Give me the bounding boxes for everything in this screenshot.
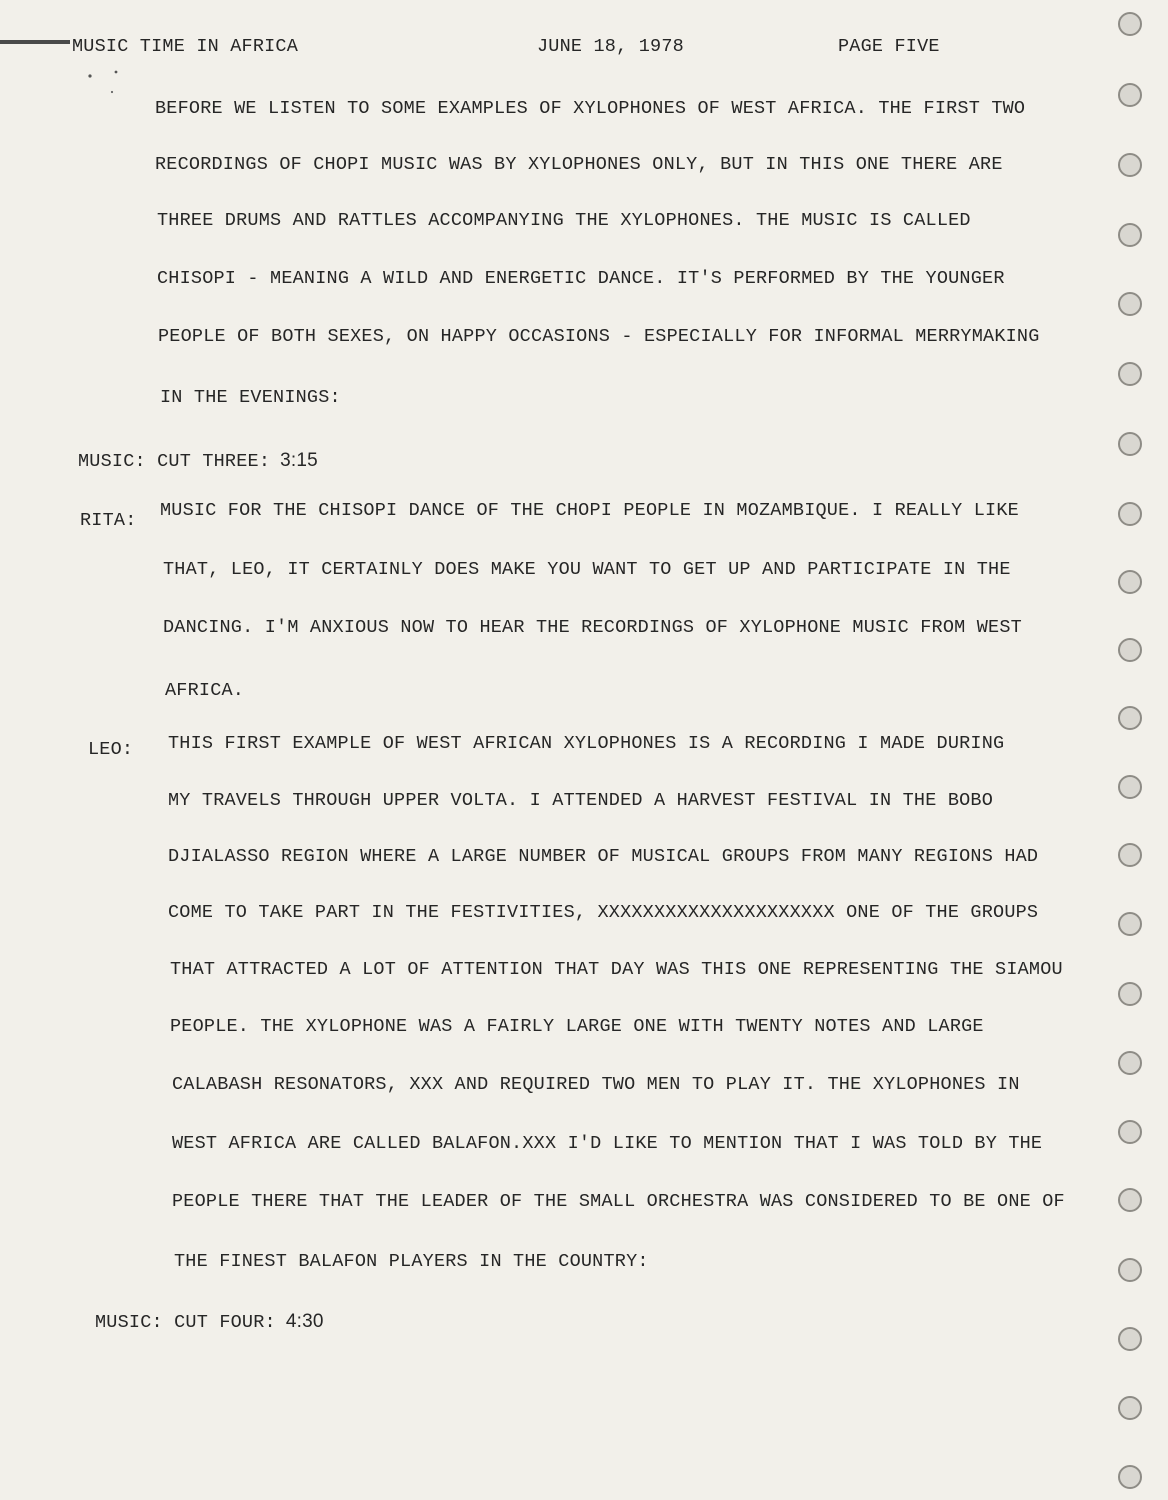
script-line: DJIALASSO REGION WHERE A LARGE NUMBER OF MUSICAL GROUPS FROM MANY REGIONS HAD	[168, 846, 1039, 867]
music-cue-four	[95, 1311, 324, 1333]
punch-hole	[1118, 502, 1142, 526]
music-cue-time: 3:15	[280, 450, 318, 471]
script-line: MY TRAVELS THROUGH UPPER VOLTA. I ATTENDED A HARVEST FESTIVAL IN THE BOBO	[168, 790, 994, 811]
script-line: MUSIC FOR THE CHISOPI DANCE OF THE CHOPI PEOPLE IN MOZAMBIQUE. I REALLY LIKE	[160, 500, 1019, 521]
script-line: THREE DRUMS AND RATTLES ACCOMPANYING THE XYLOPHONES. THE MUSIC IS CALLED	[157, 210, 971, 231]
punch-hole	[1118, 638, 1142, 662]
script-line: IN THE EVENINGS:	[160, 387, 341, 408]
punch-hole	[1118, 292, 1142, 316]
script-line: WEST AFRICA ARE CALLED BALAFON.XXX I'D LIKE TO MENTION THAT I WAS TOLD BY THE	[172, 1133, 1043, 1154]
music-cue-time: 4:30	[285, 1311, 324, 1332]
punch-hole	[1118, 1465, 1142, 1489]
script-line: THE FINEST BALAFON PLAYERS IN THE COUNTRY:	[174, 1251, 649, 1272]
binding-holes	[1098, 0, 1168, 1500]
punch-hole	[1118, 432, 1142, 456]
program-title: MUSIC TIME IN AFRICA	[72, 36, 299, 57]
punch-hole	[1118, 982, 1142, 1006]
punch-hole	[1118, 1396, 1142, 1420]
speaker-rita: RITA:	[80, 510, 137, 531]
music-cue-three	[78, 450, 318, 472]
script-line: PEOPLE OF BOTH SEXES, ON HAPPY OCCASIONS - ESPECIALLY FOR INFORMAL MERRYMAKING	[158, 326, 1040, 347]
music-cue-label: MUSIC: CUT FOUR:	[95, 1312, 276, 1333]
punch-hole	[1118, 362, 1142, 386]
punch-hole	[1118, 1051, 1142, 1075]
punch-hole	[1118, 570, 1142, 594]
script-line: PEOPLE THERE THAT THE LEADER OF THE SMALL ORCHESTRA WAS CONSIDERED TO BE ONE OF	[172, 1191, 1065, 1212]
script-line: THAT, LEO, IT CERTAINLY DOES MAKE YOU WANT TO GET UP AND PARTICIPATE IN THE	[163, 559, 1011, 580]
punch-hole	[1118, 223, 1142, 247]
speaker-leo: LEO:	[88, 739, 134, 760]
punch-hole	[1118, 912, 1142, 936]
script-line: BEFORE WE LISTEN TO SOME EXAMPLES OF XYLOPHONES OF WEST AFRICA. THE FIRST TWO	[155, 98, 1026, 119]
script-line: CALABASH RESONATORS, XXX AND REQUIRED TWO MEN TO PLAY IT. THE XYLOPHONES IN	[172, 1074, 1020, 1095]
script-line: PEOPLE. THE XYLOPHONE WAS A FAIRLY LARGE ONE WITH TWENTY NOTES AND LARGE	[170, 1016, 984, 1037]
script-line: THIS FIRST EXAMPLE OF WEST AFRICAN XYLOPHONES IS A RECORDING I MADE DURING	[168, 733, 1005, 754]
punch-hole	[1118, 843, 1142, 867]
punch-hole	[1118, 12, 1142, 36]
top-edge-mark	[0, 40, 70, 44]
punch-hole	[1118, 775, 1142, 799]
script-line: DANCING. I'M ANXIOUS NOW TO HEAR THE RECORDINGS OF XYLOPHONE MUSIC FROM WEST	[163, 617, 1022, 638]
script-line: THAT ATTRACTED A LOT OF ATTENTION THAT DAY WAS THIS ONE REPRESENTING THE SIAMOU	[170, 959, 1063, 980]
script-line: CHISOPI - MEANING A WILD AND ENERGETIC DANCE. IT'S PERFORMED BY THE YOUNGER	[157, 268, 1005, 289]
punch-hole	[1118, 1120, 1142, 1144]
music-cue-label: MUSIC: CUT THREE:	[78, 451, 271, 472]
punch-hole	[1118, 1188, 1142, 1212]
page-number: PAGE FIVE	[838, 36, 940, 57]
broadcast-date: JUNE 18, 1978	[537, 36, 684, 57]
punch-hole	[1118, 83, 1142, 107]
script-line: RECORDINGS OF CHOPI MUSIC WAS BY XYLOPHONES ONLY, BUT IN THIS ONE THERE ARE	[155, 154, 1003, 175]
script-line: AFRICA.	[165, 680, 245, 701]
punch-hole	[1118, 706, 1142, 730]
punch-hole	[1118, 153, 1142, 177]
punch-hole	[1118, 1327, 1142, 1351]
punch-hole	[1118, 1258, 1142, 1282]
script-line: COME TO TAKE PART IN THE FESTIVITIES, XXXXXXXXXXXXXXXXXXXXX ONE OF THE GROUPS	[168, 902, 1039, 923]
